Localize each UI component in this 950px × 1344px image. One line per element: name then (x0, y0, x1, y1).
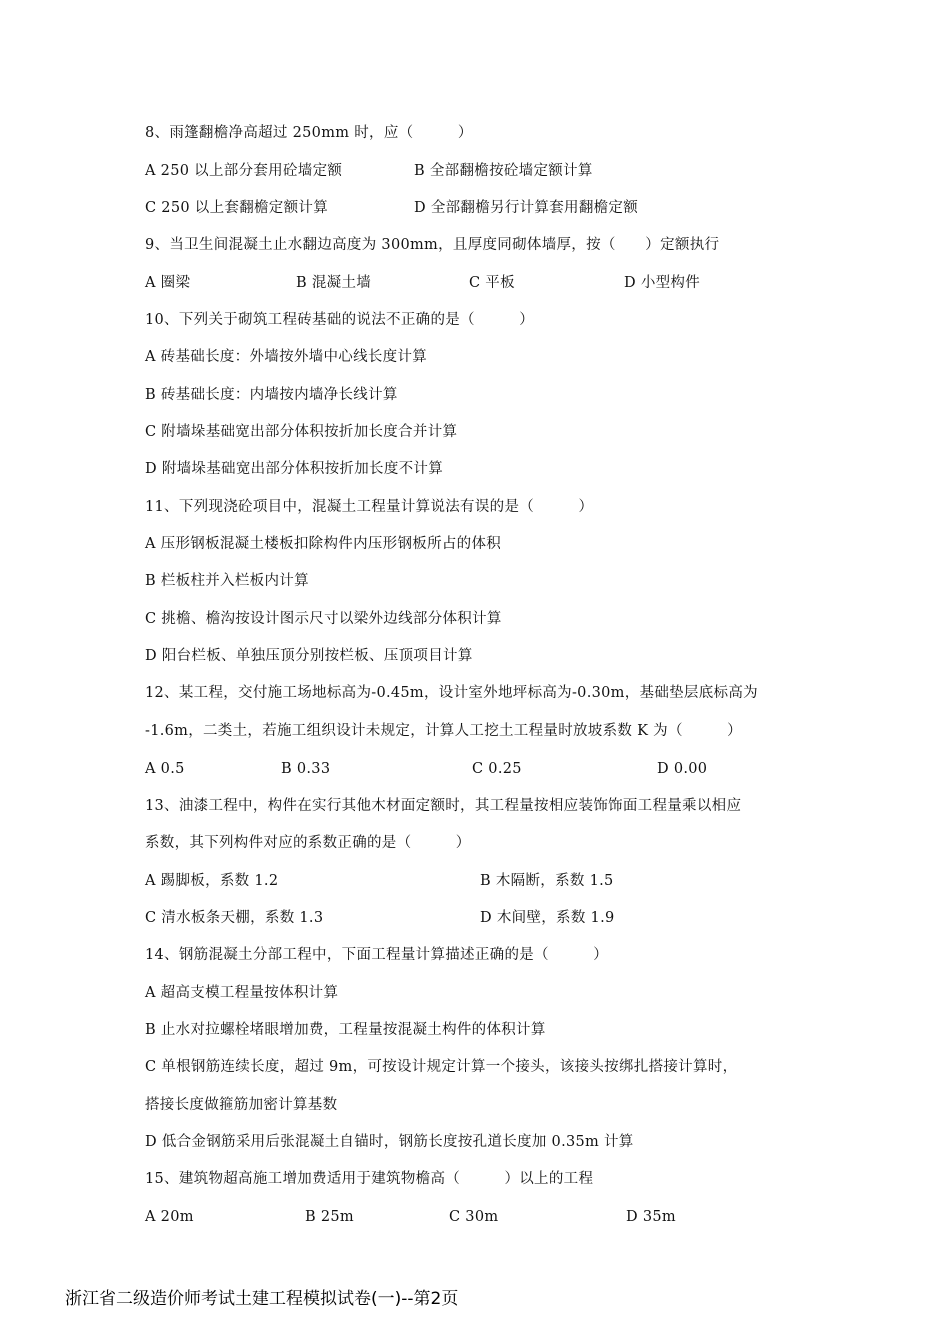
q10-option-d: D 附墙垛基础宽出部分体积按折加长度不计算 (145, 461, 444, 477)
q13-stem-line1: 13、油漆工程中，构件在实行其他木材面定额时，其工程量按相应装饰饰面工程量乘以相应 (145, 798, 742, 814)
q10-option-c: C 附墙垛基础宽出部分体积按折加长度合并计算 (145, 424, 458, 440)
q15-option-b: B 25m (305, 1209, 354, 1225)
q12-option-d: D 0.00 (657, 761, 708, 777)
q13-option-a: A 踢脚板，系数 1.2 (145, 873, 279, 889)
q10-stem: 10、下列关于砌筑工程砖基础的说法不正确的是（ ） (145, 312, 535, 328)
q14-stem: 14、钢筋混凝土分部工程中，下面工程量计算描述正确的是（ ） (145, 947, 609, 963)
q13-option-d: D 木间壁，系数 1.9 (480, 910, 615, 926)
q11-option-d: D 阳台栏板、单独压顶分别按栏板、压顶项目计算 (145, 648, 473, 664)
q9-option-c: C 平板 (469, 275, 515, 291)
q13-stem-line2: 系数，其下列构件对应的系数正确的是（ ） (145, 835, 471, 851)
q9-option-d: D 小型构件 (624, 275, 701, 291)
q14-option-a: A 超高支模工程量按体积计算 (145, 985, 339, 1001)
q11-option-c: C 挑檐、檐沟按设计图示尺寸以梁外边线部分体积计算 (145, 611, 502, 627)
q11-option-b: B 栏板柱并入栏板内计算 (145, 573, 309, 589)
q12-option-c: C 0.25 (472, 761, 522, 777)
q9-option-b: B 混凝土墙 (296, 275, 372, 291)
q12-stem-line2: -1.6m，二类土，若施工组织设计未规定，计算人工挖土工程量时放坡系数 K 为（ ） (145, 723, 742, 739)
q11-stem: 11、下列现浇砼项目中，混凝土工程量计算说法有误的是（ ） (145, 499, 594, 515)
q14-option-c-line1: C 单根钢筋连续长度，超过 9m，可按设计规定计算一个接头，该接头按绑扎搭接计算时， (145, 1059, 738, 1075)
q10-option-a: A 砖基础长度：外墙按外墙中心线长度计算 (145, 349, 428, 365)
q8-option-c: C 250 以上套翻檐定额计算 (145, 200, 328, 216)
q8-stem: 8、雨篷翻檐净高超过 250mm 时，应（ ） (145, 125, 473, 141)
q12-option-b: B 0.33 (281, 761, 331, 777)
q8-option-d: D 全部翻檐另行计算套用翻檐定额 (414, 200, 639, 216)
q15-stem: 15、建筑物超高施工增加费适用于建筑物檐高（ ）以上的工程 (145, 1171, 594, 1187)
q15-option-a: A 20m (145, 1209, 194, 1225)
q14-option-b: B 止水对拉螺栓堵眼增加费，工程量按混凝土构件的体积计算 (145, 1022, 546, 1038)
q10-option-b: B 砖基础长度：内墙按内墙净长线计算 (145, 387, 398, 403)
q13-option-b: B 木隔断，系数 1.5 (480, 873, 614, 889)
q12-option-a: A 0.5 (145, 761, 185, 777)
q14-option-d: D 低合金钢筋采用后张混凝土自锚时，钢筋长度按孔道长度加 0.35m 计算 (145, 1134, 634, 1150)
q12-stem-line1: 12、某工程，交付施工场地标高为-0.45m，设计室外地坪标高为-0.30m，基础垫层底标高为 (145, 685, 758, 701)
q9-stem: 9、当卫生间混凝土止水翻边高度为 300mm，且厚度同砌体墙厚，按（ ）定额执行 (145, 237, 720, 253)
q8-option-a: A 250 以上部分套用砼墙定额 (145, 163, 343, 179)
q11-option-a: A 压形钢板混凝土楼板扣除构件内压形钢板所占的体积 (145, 536, 502, 552)
q14-option-c-line2: 搭接长度做箍筋加密计算基数 (145, 1097, 338, 1113)
q15-option-c: C 30m (449, 1209, 499, 1225)
q15-option-d: D 35m (626, 1209, 676, 1225)
page-footer: 浙江省二级造价师考试土建工程模拟试卷(一)--第2页 (65, 1289, 459, 1309)
q13-option-c: C 清水板条天棚，系数 1.3 (145, 910, 324, 926)
q8-option-b: B 全部翻檐按砼墙定额计算 (414, 163, 593, 179)
q9-option-a: A 圈梁 (145, 275, 191, 291)
